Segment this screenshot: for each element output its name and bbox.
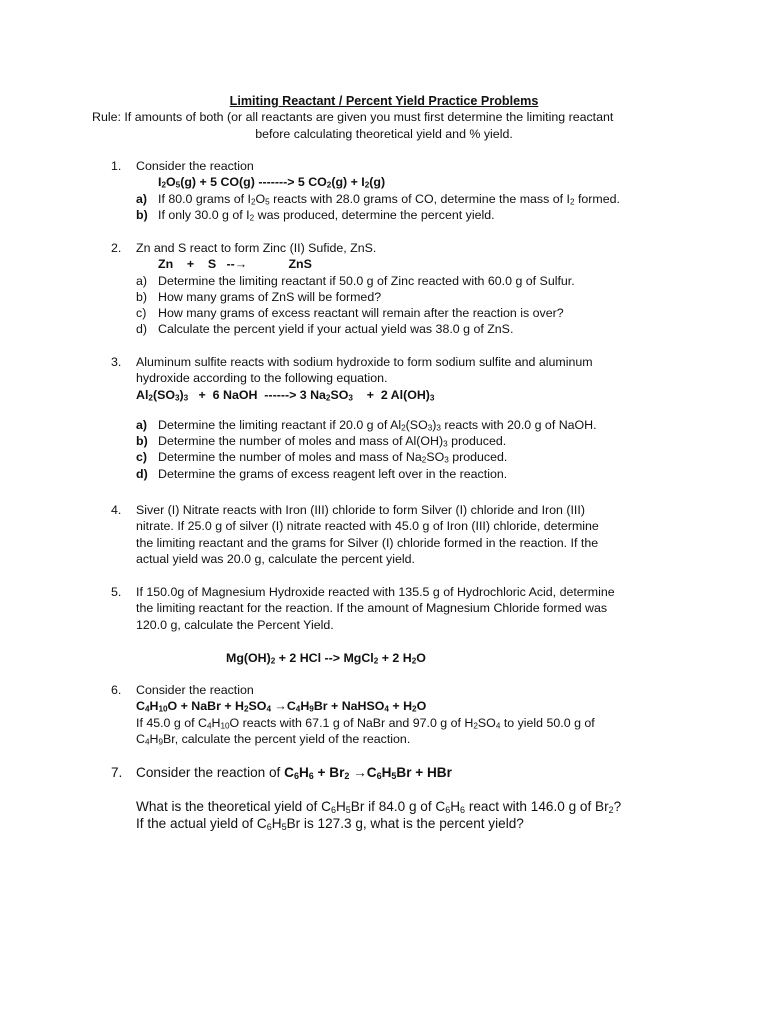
reaction-equation: Zn + S --→ ZnS — [158, 257, 312, 272]
problem-text-line: If the actual yield of $C_6H_5Br$ is 127.3 g, what is the percent yield? — [136, 816, 524, 832]
problem-intro: Consider the reaction — [136, 159, 254, 173]
problem-text-line: What is the theoretical yield of $C_6H_5Br$ if 84.0 g of $C_6H_6$ react with 146.0 g of $Br_2$? — [136, 799, 622, 815]
problem-text-line: the limiting reactant for the reaction. If the amount of Magnesium Chloride formed was — [136, 601, 608, 616]
problem-number: 3. — [111, 355, 122, 369]
problem-number: 2. — [111, 241, 122, 255]
problem-text-line: If 45.0 g of $C_4H_{10}O$ reacts with 67.1 g of NaBr and 97.0 g of $H_2SO_4$ to yield 50.0 g of — [136, 715, 595, 731]
page-title: Limiting Reactant / Percent Yield Practice Problems — [229, 94, 539, 108]
problem-intro-line2: hydroxide according to the following equation. — [136, 371, 388, 386]
problem-number: 4. — [111, 503, 122, 517]
rule-text-line2: before calculating theoretical yield and % yield. — [255, 127, 513, 141]
problem-text-line: $C_4H_9Br$, calculate the percent yield of the reaction. — [136, 731, 411, 747]
sub-question-d: d) Calculate the percent yield if your actual yield was 38.0 g of ZnS. — [136, 322, 514, 337]
problem-intro: Consider the reaction — [136, 683, 254, 697]
problem-number: 5. — [111, 585, 122, 599]
problem-intro: Consider the reaction of $C_6H_6 + Br_2 \to C_6H_5Br$ + HBr — [136, 765, 452, 781]
problem-number: 1. — [111, 159, 122, 173]
reaction-equation: $Al_2(SO_3)_3 + 6$ NaOH ------> 3 $Na_2SO_3$ + 2 $Al(OH)_3$ — [136, 387, 435, 403]
sub-question-a: a) Determine the limiting reactant if 20.0 g of $Al_2(SO_3)_3$ reacts with 20.0 g of NaOH. — [136, 417, 597, 433]
problem-text-line: 120.0 g, calculate the Percent Yield. — [136, 617, 334, 632]
sub-question-d: d) Determine the grams of excess reagent left over in the reaction. — [136, 466, 508, 481]
problem-number: 6. — [111, 683, 122, 697]
problem-intro-line1: Aluminum sulfite reacts with sodium hydroxide to form sodium sulfite and aluminum — [136, 355, 593, 369]
sub-question-c: c) How many grams of excess reactant will remain after the reaction is over? — [136, 306, 564, 321]
sub-question-b: b) Determine the number of moles and mass of $Al(OH)_3$ produced. — [136, 434, 507, 449]
reaction-equation: $I_2O_5(g) + 5$ CO(g) -------> 5 $CO_2(g) + I_2(g)$ — [158, 175, 386, 190]
problem-text-line: actual yield was 20.0 g, calculate the percent yield. — [136, 551, 415, 566]
problem-text-line: the limiting reactant and the grams for Silver (I) chloride formed in the reaction. If the — [136, 535, 599, 550]
problem-text-line: If 150.0g of Magnesium Hydroxide reacted with 135.5 g of Hydrochloric Acid, determine — [136, 585, 615, 599]
sub-question-b: b) If only 30.0 g of $I_2$ was produced, determine the percent yield. — [136, 207, 495, 223]
reaction-equation: $C_4H_{10}O$ + NaBr + $H_2SO_4 \to C_4H_9Br$ + NaHSO$_4$ + $H_2O$ — [136, 699, 427, 714]
reaction-equation: $Mg(OH)_2 + 2$ HCl --> MgCl$_2$ + 2 $H_2O$ — [226, 650, 426, 666]
sub-question-a: a) If 80.0 grams of $I_2O_5$ reacts with 28.0 grams of CO, determine the mass of $I_2$ formed. — [136, 191, 620, 207]
sub-question-a: a) Determine the limiting reactant if 50.0 g of Zinc reacted with 60.0 g of Sulfur. — [136, 273, 575, 288]
reaction-equation: $C_6H_6 + Br_2 \to C_6H_5Br$ + HBr — [284, 765, 452, 781]
problem-intro: Zn and S react to form Zinc (II) Sufide, ZnS. — [136, 241, 377, 255]
problem-text-line: nitrate. If 25.0 g of silver (I) nitrate reacted with 45.0 g of Iron (III) chloride, determine — [136, 519, 599, 534]
sub-question-b: b) How many grams of ZnS will be formed? — [136, 289, 382, 304]
rule-text-line1: Rule: If amounts of both (or all reactants are given you must first determine the limiting reactant — [92, 110, 614, 124]
problem-number: 7. — [111, 765, 123, 780]
sub-question-c: c) Determine the number of moles and mass of $Na_2SO_3$ produced. — [136, 450, 508, 466]
problem-text-line: Siver (I) Nitrate reacts with Iron (III) chloride to form Silver (I) chloride and Iron (III) — [136, 503, 585, 517]
